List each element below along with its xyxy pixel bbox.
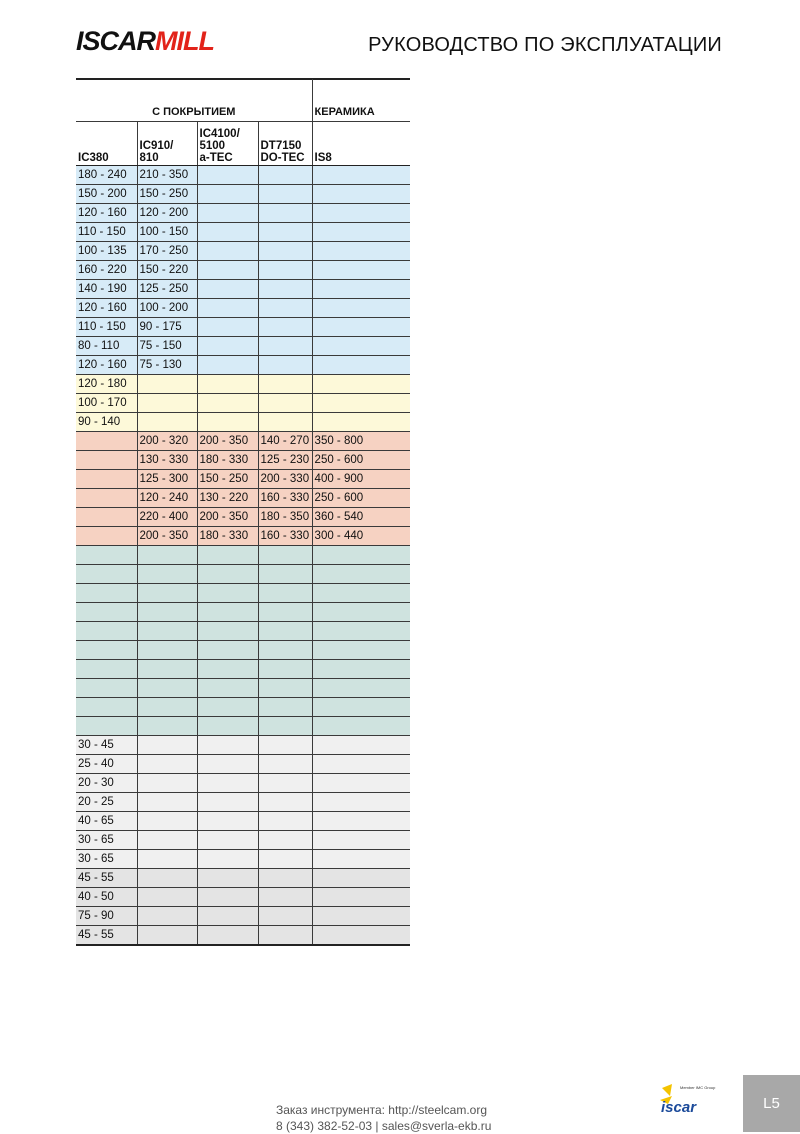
- page-number: L5: [763, 1095, 780, 1112]
- table-cell: [258, 755, 312, 774]
- table-cell: 20 - 30: [76, 774, 137, 793]
- coated-group-header: С ПОКРЫТИЕМ: [76, 79, 312, 122]
- table-cell: [137, 774, 197, 793]
- table-cell: 180 - 240: [76, 166, 137, 185]
- table-cell: [197, 185, 258, 204]
- table-row: [76, 546, 410, 565]
- table-row: [76, 565, 410, 584]
- table-cell: 400 - 900: [312, 470, 410, 489]
- table-cell: [312, 413, 410, 432]
- table-cell: 90 - 140: [76, 413, 137, 432]
- iscar-logo-icon: [658, 1082, 718, 1114]
- table-cell: 120 - 160: [76, 204, 137, 223]
- table-row: [76, 242, 410, 261]
- table-cell: [258, 641, 312, 660]
- table-cell: 110 - 150: [76, 223, 137, 242]
- table-cell: [197, 394, 258, 413]
- logo-tagline: Member IMC Group: [680, 1085, 716, 1090]
- table-cell: [312, 223, 410, 242]
- table-cell: [312, 736, 410, 755]
- table-cell: 180 - 330: [197, 451, 258, 470]
- table-cell: [197, 774, 258, 793]
- table-row: [76, 774, 410, 793]
- table-cell: [137, 622, 197, 641]
- table-cell: [197, 907, 258, 926]
- table-cell: [197, 812, 258, 831]
- table-cell: 300 - 440: [312, 527, 410, 546]
- table-cell: 200 - 330: [258, 470, 312, 489]
- table-cell: [258, 413, 312, 432]
- table-cell: [197, 736, 258, 755]
- table-cell: [312, 641, 410, 660]
- table-cell: [312, 793, 410, 812]
- table-cell: [197, 546, 258, 565]
- table-row: [76, 299, 410, 318]
- table-row: [76, 280, 410, 299]
- table-row: [76, 717, 410, 736]
- table-cell: 100 - 135: [76, 242, 137, 261]
- table-cell: [197, 337, 258, 356]
- table-row: [76, 869, 410, 888]
- table-row: [76, 413, 410, 432]
- table-cell: [137, 603, 197, 622]
- table-cell: [197, 584, 258, 603]
- table-row: [76, 261, 410, 280]
- table-cell: 75 - 90: [76, 907, 137, 926]
- table-cell: [197, 850, 258, 869]
- table-cell: [76, 470, 137, 489]
- table-cell: [197, 622, 258, 641]
- table-cell: 45 - 55: [76, 869, 137, 888]
- column-header: IC4100/ 5100 a-TEC: [197, 122, 258, 166]
- table-cell: [312, 679, 410, 698]
- table-cell: 250 - 600: [312, 489, 410, 508]
- table-cell: 130 - 330: [137, 451, 197, 470]
- table-cell: [312, 261, 410, 280]
- table-cell: 80 - 110: [76, 337, 137, 356]
- table-cell: [258, 546, 312, 565]
- table-cell: [258, 888, 312, 907]
- table-cell: [258, 375, 312, 394]
- table-cell: 180 - 330: [197, 527, 258, 546]
- table-cell: 220 - 400: [137, 508, 197, 527]
- table-row: [76, 489, 410, 508]
- column-header-row: [76, 122, 410, 166]
- logo-iscar-text: ISCAR: [76, 26, 156, 56]
- table-cell: [137, 413, 197, 432]
- table-cell: 160 - 220: [76, 261, 137, 280]
- table-cell: 30 - 45: [76, 736, 137, 755]
- table-cell: 120 - 160: [76, 299, 137, 318]
- table-cell: [258, 717, 312, 736]
- ceramic-group-header: КЕРАМИКА: [312, 79, 410, 122]
- table-cell: [137, 375, 197, 394]
- table-cell: [137, 755, 197, 774]
- table-cell: 40 - 65: [76, 812, 137, 831]
- table-cell: [137, 888, 197, 907]
- table-cell: [197, 261, 258, 280]
- table-cell: 200 - 350: [137, 527, 197, 546]
- table-cell: 90 - 175: [137, 318, 197, 337]
- table-cell: [76, 489, 137, 508]
- table-row: [76, 755, 410, 774]
- table-cell: [258, 584, 312, 603]
- table-cell: [197, 375, 258, 394]
- table-row: [76, 204, 410, 223]
- table-cell: [137, 584, 197, 603]
- table-cell: 125 - 250: [137, 280, 197, 299]
- table-cell: 140 - 190: [76, 280, 137, 299]
- table-cell: [258, 394, 312, 413]
- table-cell: [76, 603, 137, 622]
- table-cell: [258, 166, 312, 185]
- table-cell: 160 - 330: [258, 489, 312, 508]
- table-cell: [197, 755, 258, 774]
- table-cell: [312, 907, 410, 926]
- table-cell: 150 - 220: [137, 261, 197, 280]
- table-cell: 25 - 40: [76, 755, 137, 774]
- table-cell: [197, 223, 258, 242]
- table-cell: 150 - 250: [137, 185, 197, 204]
- table-cell: [258, 280, 312, 299]
- table-cell: [258, 299, 312, 318]
- table-cell: [137, 717, 197, 736]
- table-cell: 120 - 200: [137, 204, 197, 223]
- table-cell: [137, 660, 197, 679]
- table-cell: 75 - 150: [137, 337, 197, 356]
- table-cell: 30 - 65: [76, 850, 137, 869]
- table-cell: [312, 375, 410, 394]
- table-cell: [258, 603, 312, 622]
- table-cell: [312, 926, 410, 946]
- table-row: [76, 394, 410, 413]
- table-cell: 200 - 320: [137, 432, 197, 451]
- table-cell: 150 - 250: [197, 470, 258, 489]
- page-title: РУКОВОДСТВО ПО ЭКСПЛУАТАЦИИ: [368, 34, 722, 56]
- table-cell: [137, 907, 197, 926]
- table-cell: 120 - 180: [76, 375, 137, 394]
- table-cell: [258, 926, 312, 946]
- group-header-row: [76, 79, 410, 122]
- table-row: [76, 603, 410, 622]
- table-cell: [137, 926, 197, 946]
- table-cell: [197, 641, 258, 660]
- table-cell: 350 - 800: [312, 432, 410, 451]
- table-cell: [76, 546, 137, 565]
- table-cell: [137, 736, 197, 755]
- table-cell: 140 - 270: [258, 432, 312, 451]
- table-cell: [312, 185, 410, 204]
- table-cell: 100 - 200: [137, 299, 197, 318]
- table-cell: [76, 622, 137, 641]
- table-cell: 200 - 350: [197, 432, 258, 451]
- footer-contacts: [276, 1102, 491, 1134]
- table-cell: [76, 584, 137, 603]
- table-cell: [312, 546, 410, 565]
- table-cell: [76, 679, 137, 698]
- table-cell: [76, 432, 137, 451]
- table-cell: [137, 565, 197, 584]
- table-cell: [312, 204, 410, 223]
- table-cell: [258, 679, 312, 698]
- table-cell: [312, 584, 410, 603]
- table-cell: [137, 793, 197, 812]
- table-cell: 360 - 540: [312, 508, 410, 527]
- table-row: [76, 812, 410, 831]
- table-cell: [197, 603, 258, 622]
- table-row: [76, 698, 410, 717]
- table-row: [76, 470, 410, 489]
- table-row: [76, 185, 410, 204]
- table-cell: [76, 508, 137, 527]
- table-cell: [312, 755, 410, 774]
- table-cell: 125 - 300: [137, 470, 197, 489]
- table-cell: [137, 679, 197, 698]
- table-row: [76, 527, 410, 546]
- table-cell: 110 - 150: [76, 318, 137, 337]
- table-cell: [312, 850, 410, 869]
- table-cell: [197, 679, 258, 698]
- table-cell: [312, 166, 410, 185]
- table-cell: [197, 717, 258, 736]
- table-cell: [197, 413, 258, 432]
- table-cell: [312, 356, 410, 375]
- table-cell: [258, 660, 312, 679]
- table-cell: [312, 660, 410, 679]
- table-cell: 20 - 25: [76, 793, 137, 812]
- footer-order-line: Заказ инструмента: http://steelcam.org: [276, 1103, 488, 1117]
- table-cell: [197, 356, 258, 375]
- table-cell: [197, 204, 258, 223]
- table-cell: [197, 926, 258, 946]
- page-number-box: [743, 1075, 800, 1132]
- table-cell: [258, 223, 312, 242]
- column-header: IC910/ 810: [137, 122, 197, 166]
- table-row: [76, 451, 410, 470]
- table-cell: [197, 299, 258, 318]
- table-cell: [312, 603, 410, 622]
- table-cell: [258, 261, 312, 280]
- table-cell: [312, 698, 410, 717]
- table-cell: 30 - 65: [76, 831, 137, 850]
- table-cell: 170 - 250: [137, 242, 197, 261]
- table-cell: [258, 622, 312, 641]
- table-row: [76, 432, 410, 451]
- table-row: [76, 622, 410, 641]
- table-body: [76, 166, 410, 946]
- table-cell: 125 - 230: [258, 451, 312, 470]
- table-cell: [197, 888, 258, 907]
- table-cell: [76, 565, 137, 584]
- table-cell: [197, 660, 258, 679]
- table-cell: [137, 394, 197, 413]
- table-cell: [312, 831, 410, 850]
- table-cell: [258, 318, 312, 337]
- table-row: [76, 907, 410, 926]
- table-cell: 160 - 330: [258, 527, 312, 546]
- table-row: [76, 888, 410, 907]
- table-row: [76, 926, 410, 946]
- footer-phone-line: 8 (343) 382-52-03 | sales@sverla-ekb.ru: [276, 1119, 492, 1133]
- table-cell: [258, 185, 312, 204]
- table-row: [76, 356, 410, 375]
- table-row: [76, 736, 410, 755]
- table-cell: [312, 394, 410, 413]
- iscarmill-logo: [76, 26, 214, 56]
- table-row: [76, 641, 410, 660]
- table-cell: 40 - 50: [76, 888, 137, 907]
- table-cell: [312, 242, 410, 261]
- table-cell: 45 - 55: [76, 926, 137, 946]
- table-cell: [312, 299, 410, 318]
- table-row: [76, 660, 410, 679]
- table-cell: [258, 907, 312, 926]
- table-cell: [312, 565, 410, 584]
- table-row: [76, 850, 410, 869]
- table-row: [76, 831, 410, 850]
- table-cell: [258, 736, 312, 755]
- table-cell: [137, 831, 197, 850]
- table-cell: [76, 451, 137, 470]
- table-cell: [76, 641, 137, 660]
- table-cell: [312, 717, 410, 736]
- table-cell: [197, 565, 258, 584]
- table-cell: [312, 774, 410, 793]
- table-cell: [197, 166, 258, 185]
- table-cell: [197, 242, 258, 261]
- table-cell: 210 - 350: [137, 166, 197, 185]
- table-cell: [258, 831, 312, 850]
- table-cell: [197, 280, 258, 299]
- table-cell: [258, 565, 312, 584]
- table-cell: [137, 641, 197, 660]
- table-cell: [312, 869, 410, 888]
- table-cell: [258, 793, 312, 812]
- table-row: [76, 223, 410, 242]
- table-cell: [312, 337, 410, 356]
- table-cell: 100 - 150: [137, 223, 197, 242]
- table-cell: [312, 622, 410, 641]
- table-cell: [197, 698, 258, 717]
- table-cell: 120 - 160: [76, 356, 137, 375]
- table-cell: 120 - 240: [137, 489, 197, 508]
- table-cell: [76, 717, 137, 736]
- table-cell: [76, 527, 137, 546]
- column-header: IS8: [312, 122, 410, 166]
- table-cell: [258, 242, 312, 261]
- table-cell: [76, 660, 137, 679]
- table-row: [76, 337, 410, 356]
- table-cell: [137, 698, 197, 717]
- table-cell: [258, 850, 312, 869]
- table-cell: 150 - 200: [76, 185, 137, 204]
- table-cell: 250 - 600: [312, 451, 410, 470]
- table-cell: [258, 204, 312, 223]
- table-cell: [258, 337, 312, 356]
- cutting-speed-table: [76, 79, 410, 946]
- table-cell: [137, 869, 197, 888]
- table-row: [76, 584, 410, 603]
- table-cell: 130 - 220: [197, 489, 258, 508]
- table-cell: [258, 356, 312, 375]
- table-cell: 100 - 170: [76, 394, 137, 413]
- column-header: DT7150 DO-TEC: [258, 122, 312, 166]
- table-cell: 75 - 130: [137, 356, 197, 375]
- table-cell: [258, 812, 312, 831]
- table-cell: [312, 318, 410, 337]
- table-cell: [197, 318, 258, 337]
- table-cell: [312, 280, 410, 299]
- table-cell: [137, 850, 197, 869]
- table-cell: [312, 812, 410, 831]
- logo-iscar-wordmark: iscar: [661, 1099, 697, 1114]
- logo-mill-text: MILL: [155, 26, 214, 56]
- table-cell: [258, 774, 312, 793]
- table-cell: [197, 869, 258, 888]
- table-cell: [137, 812, 197, 831]
- table-row: [76, 166, 410, 185]
- table-row: [76, 793, 410, 812]
- table-cell: 180 - 350: [258, 508, 312, 527]
- table-cell: [312, 888, 410, 907]
- table-cell: [137, 546, 197, 565]
- table-cell: [197, 793, 258, 812]
- table-row: [76, 318, 410, 337]
- table-cell: [197, 831, 258, 850]
- column-header: IC380: [76, 122, 137, 166]
- table-cell: [76, 698, 137, 717]
- table-cell: [258, 869, 312, 888]
- table-row: [76, 508, 410, 527]
- table-row: [76, 375, 410, 394]
- table-cell: [258, 698, 312, 717]
- table-cell: 200 - 350: [197, 508, 258, 527]
- table-row: [76, 679, 410, 698]
